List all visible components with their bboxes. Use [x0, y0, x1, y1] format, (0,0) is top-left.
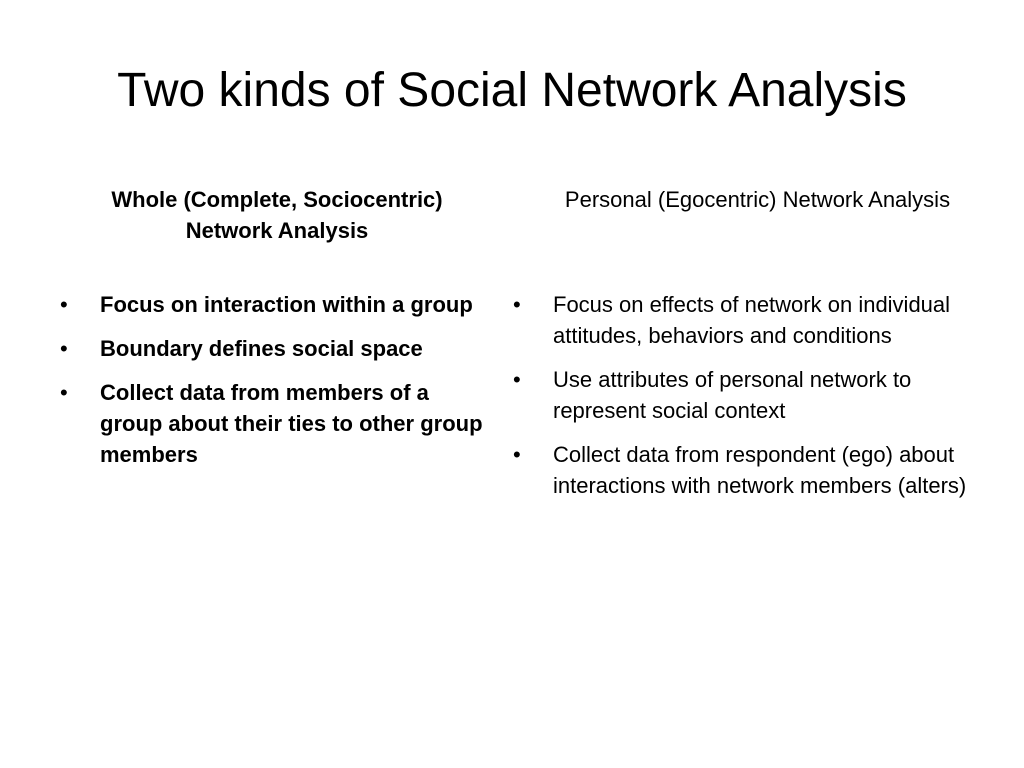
bullet-icon: • [60, 380, 68, 405]
bullet-text: Collect data from respondent (ego) about interactions with network members (alters) [553, 442, 967, 498]
bullet-text: Boundary defines social space [100, 336, 423, 361]
bullet-icon: • [513, 292, 521, 317]
bullet-text: Use attributes of personal network to represent social context [553, 367, 912, 423]
bullet-text: Collect data from members of a group about their ties to other group members [100, 380, 483, 467]
list-item [60, 377, 490, 470]
slide-title: Two kinds of Social Network Analysis [117, 64, 907, 117]
left-bullet-list [60, 289, 490, 470]
bullet-text: Focus on interaction within a group [100, 292, 473, 317]
list-item [60, 333, 490, 364]
bullet-icon: • [513, 367, 521, 392]
right-bullet-list [513, 289, 973, 501]
bullet-icon: • [60, 292, 68, 317]
list-item [513, 364, 973, 426]
bullet-text: Focus on effects of network on individual attitudes, behaviors and conditions [553, 292, 951, 348]
list-item [513, 439, 973, 501]
list-item [60, 289, 490, 320]
list-item [513, 289, 973, 351]
bullet-icon: • [60, 336, 68, 361]
left-column-header: Whole (Complete, Sociocentric) Network Analysis [111, 187, 443, 243]
bullet-icon: • [513, 442, 521, 467]
right-column-header: Personal (Egocentric) Network Analysis [564, 187, 951, 212]
